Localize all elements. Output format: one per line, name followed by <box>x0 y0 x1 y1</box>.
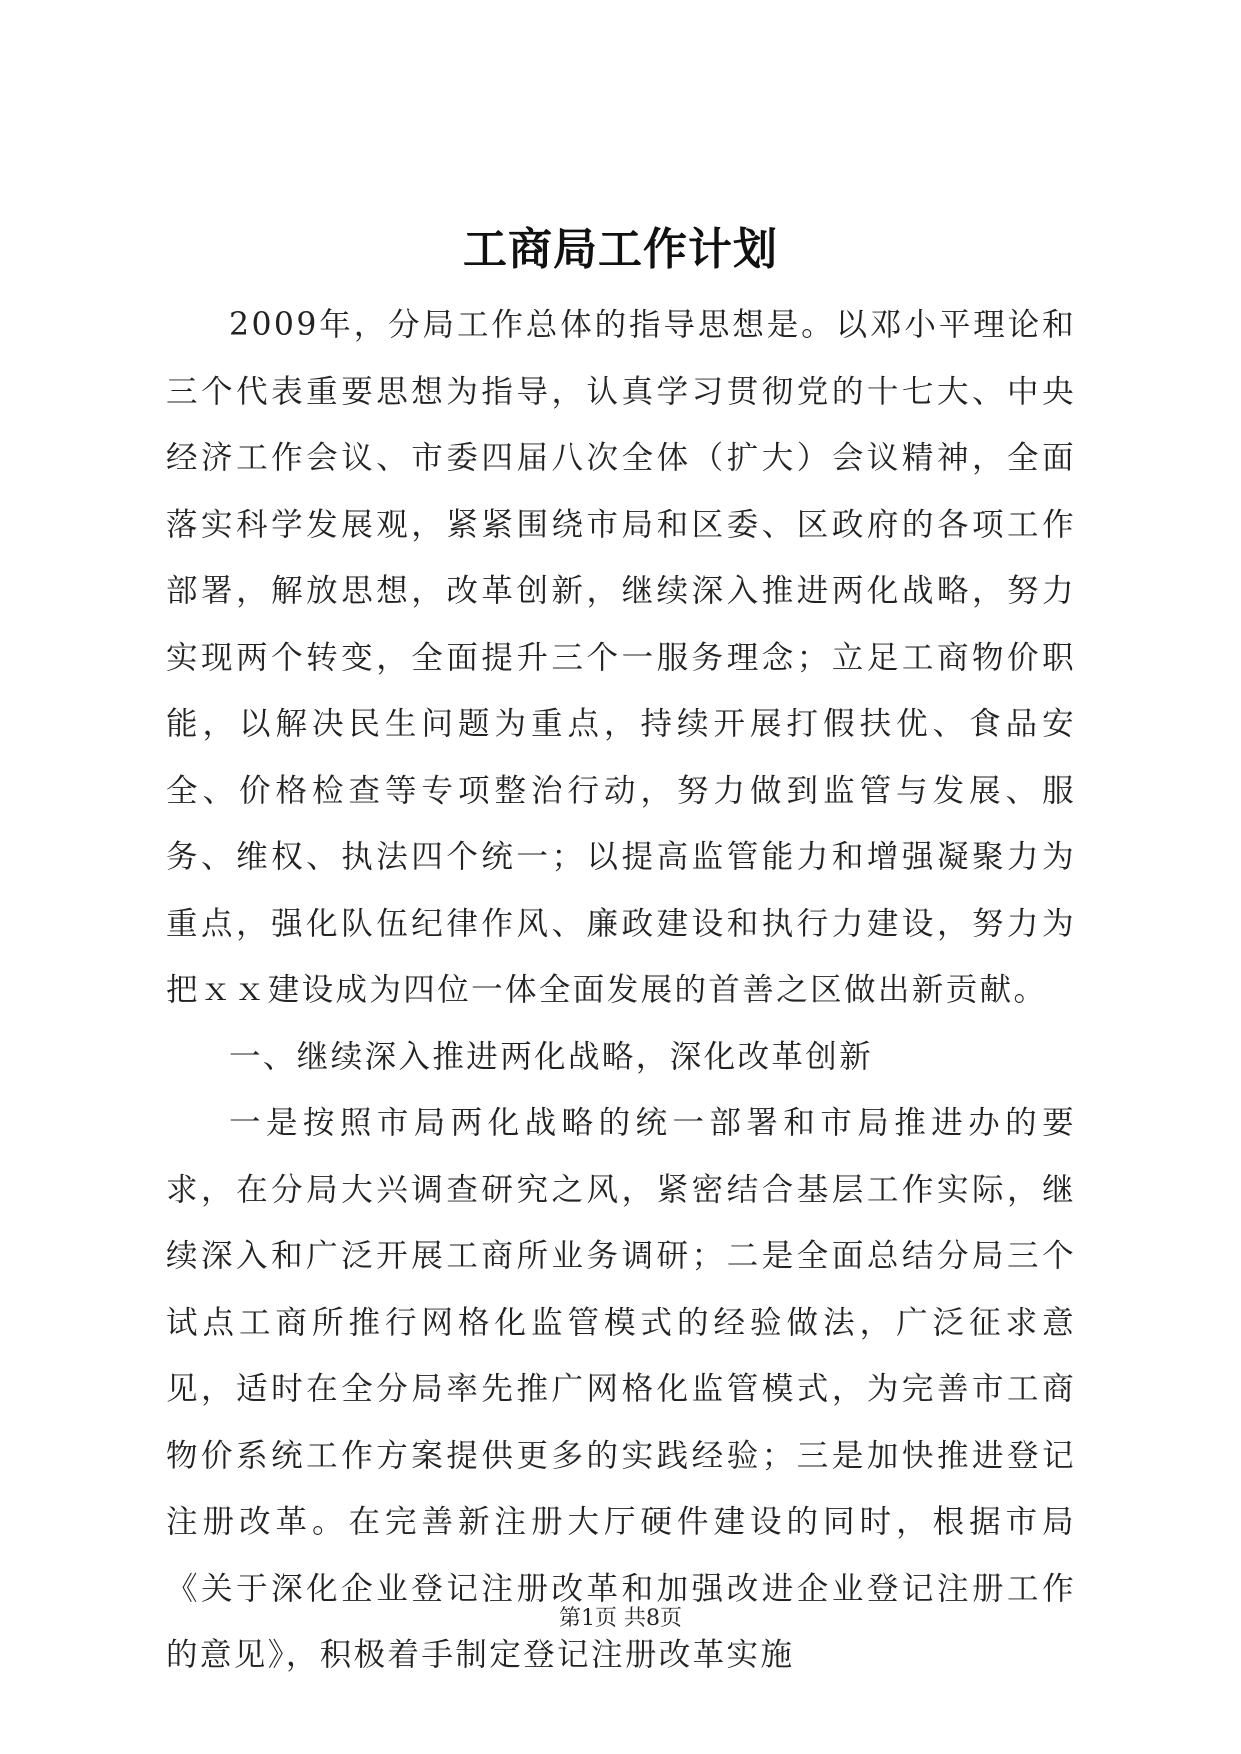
document-body <box>166 292 1076 1689</box>
section-heading-1: 一、继续深入推进两化战略，深化改革创新 <box>229 1038 874 1075</box>
document-title: 工商局工作计划 <box>463 224 778 275</box>
paragraph-guiding-ideology: 2009年，分局工作总体的指导思想是。以邓小平理论和三个代表重要思想为指导，认真学习贯彻党的十七大、中央经济工作会议、市委四届八次全体（扩大）会议精神，全面落实科学发展观，紧紧围绕市局和区委、区政府的各项工作部署，解放思想，改革创新，继续深入推进两化战略，努力实现两个转变，全面提升三个一服务理念；立足工商物价职能，以解决民生问题为重点，持续开展打假扶优、食品安全、价格检查等专项整治行动，努力做到监管与发展、服务、维权、执法四个统一；以提高监管能力和增强凝聚力为重点，强化队伍纪律作风、廉政建设和执行力建设，努力为把ｘｘ建设成为四位一体全面发展的首善之区做出新贡献。 <box>166 307 1076 1008</box>
paragraph-section-1: 一是按照市局两化战略的统一部署和市局推进办的要求，在分局大兴调查研究之风，紧密结合基层工作实际，继续深入和广泛开展工商所业务调研；二是全面总结分局三个试点工商所推行网格化监管模式的经验做法，广泛征求意见，适时在全分局率先推广网格化监管模式，为完善市工商物价系统工作方案提供更多的实践经验；三是加快推进登记注册改革。在完善新注册大厅硬件建设的同时，根据市局《关于深化企业登记注册改革和加强改进企业登记注册工作的意见》，积极着手制定登记注册改革实施 <box>166 1105 1076 1673</box>
page-number-footer: 第1页 共8页 <box>559 1606 682 1631</box>
